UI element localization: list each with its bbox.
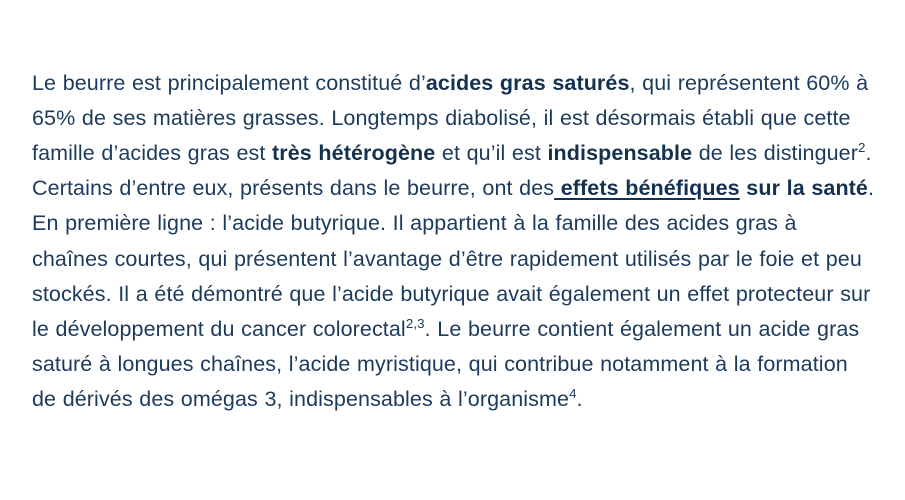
footnote-reference: 2,3 (405, 315, 425, 331)
paragraph-text: et qu’il est (435, 140, 548, 165)
emphasis-text: indispensable (547, 140, 693, 165)
emphasis-text: acides gras saturés (425, 70, 630, 95)
footnote-reference: 4 (569, 386, 577, 402)
paragraph-text: . En première ligne : l’acide butyrique. Il appartient à la famille des acides gras à chaînes courtes, qui présentent l’avantage d’être rapidement utilisés par le foie et peu stockés. Il a été démontré que l’acide butyrique avait également un effet protecteur sur le développement du cancer colorectal (32, 176, 875, 341)
emphasis-text: sur la santé (739, 176, 868, 201)
paragraph-text: . (576, 387, 583, 412)
paragraph-text: . Certains d’entre eux, présents dans le beurre, ont des (32, 140, 872, 201)
footnote-reference: 2 (858, 139, 866, 155)
paragraph-text: , qui représentent 60% à 65% de ses matières grasses. Longtemps diabolisé, il est désormais établi que cette famille d’acides gras est (32, 70, 869, 165)
paragraph-text: de les distinguer (692, 140, 858, 165)
underlined-emphasis-text: effets bénéfiques (554, 176, 740, 201)
paragraph-text: Le beurre est principalement constitué d’ (32, 70, 426, 95)
emphasis-text: très hétérogène (272, 140, 436, 165)
paragraph-text: . Le beurre contient également un acide gras saturé à longues chaînes, l’acide myristique, qui contribue notamment à la formation de dérivés des omégas 3, indispensables à l’organisme (32, 316, 860, 412)
article-paragraph (32, 66, 875, 418)
